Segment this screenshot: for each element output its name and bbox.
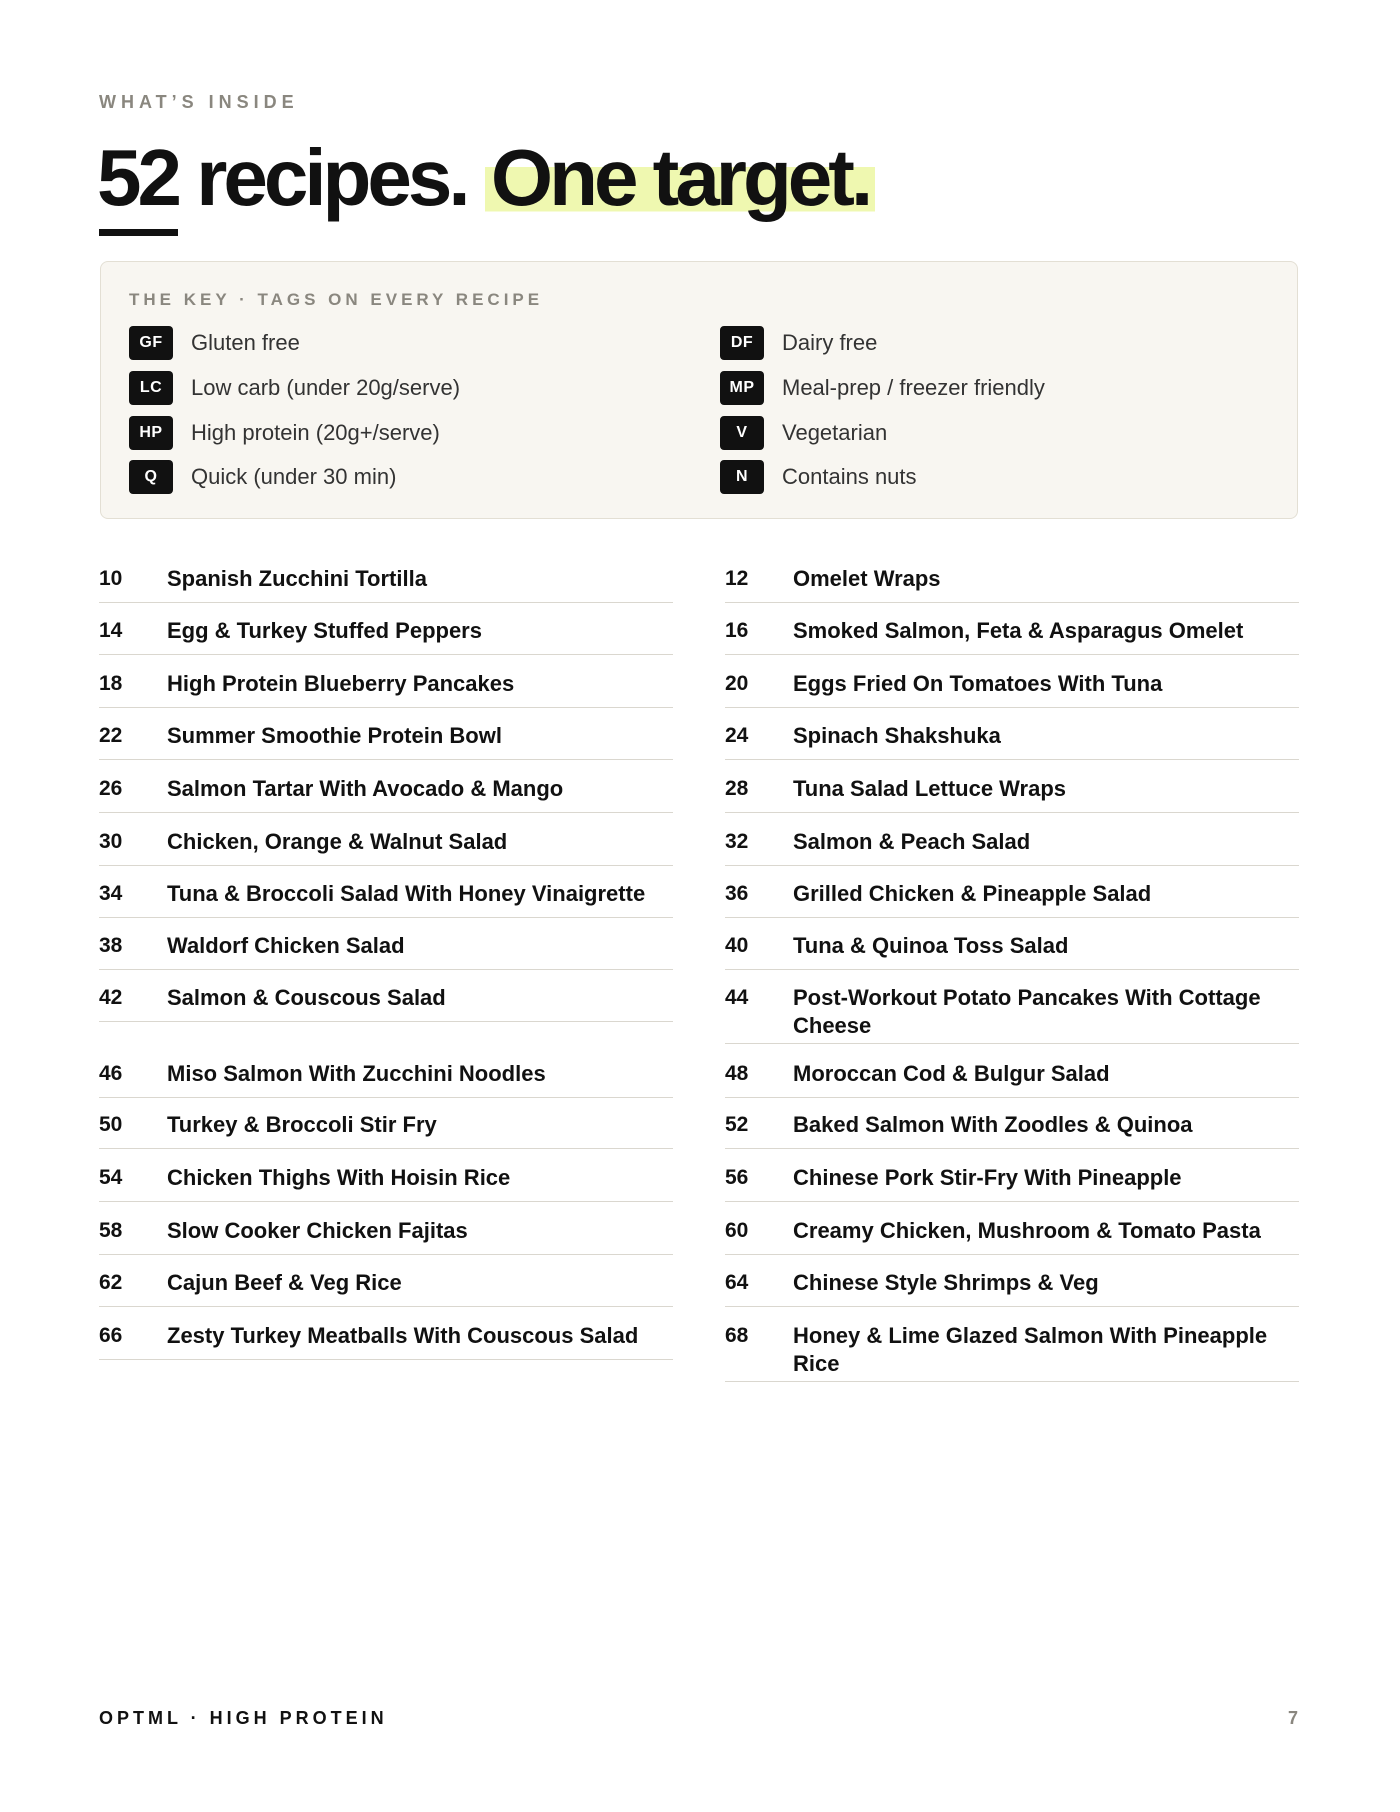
toc-recipe-title: Honey & Lime Glazed Salmon With Pineapple Rice — [793, 1323, 1268, 1376]
toc-row[interactable] — [725, 1269, 1299, 1307]
toc-page-number: 22 — [99, 724, 123, 747]
footer-brand: OPTML · HIGH PROTEIN — [99, 1708, 388, 1728]
key-item-gf — [129, 326, 300, 360]
toc-page-number: 28 — [725, 777, 749, 800]
toc-recipe-title: Egg & Turkey Stuffed Peppers — [167, 618, 482, 643]
page-number: 7 — [1287, 1708, 1298, 1728]
headline-number: 52 — [97, 133, 178, 222]
toc-recipe-title: Miso Salmon With Zucchini Noodles — [167, 1061, 546, 1086]
tag-badge: Q — [129, 460, 173, 494]
toc-page-number: 34 — [99, 882, 123, 905]
toc-row[interactable] — [725, 617, 1299, 655]
key-item-n — [720, 460, 917, 494]
tag-label: Dairy free — [782, 330, 878, 355]
toc-row[interactable] — [99, 1111, 673, 1149]
toc-page-number: 26 — [99, 777, 123, 800]
tag-label: Low carb (under 20g/serve) — [191, 375, 461, 400]
toc-row[interactable] — [99, 722, 673, 760]
toc-recipe-title: Chicken, Orange & Walnut Salad — [167, 829, 508, 854]
toc-recipe-title: Eggs Fried On Tomatoes With Tuna — [793, 671, 1163, 696]
tag-label: Contains nuts — [782, 464, 917, 489]
tag-label: High protein (20g+/serve) — [191, 420, 440, 445]
key-item-df — [720, 326, 877, 360]
toc-recipe-title: Creamy Chicken, Mushroom & Tomato Pasta — [793, 1218, 1261, 1243]
toc-page-number: 20 — [725, 672, 749, 695]
headline-text: recipes. — [177, 133, 485, 222]
toc-row[interactable] — [99, 1164, 673, 1202]
toc-row[interactable] — [725, 1111, 1299, 1149]
toc-page-number: 36 — [725, 882, 749, 905]
page-title — [97, 128, 875, 228]
toc-page-number: 16 — [725, 619, 749, 642]
toc-recipe-title: Smoked Salmon, Feta & Asparagus Omelet — [793, 618, 1244, 643]
toc-page-number: 32 — [725, 830, 749, 853]
eyebrow: WHAT’S INSIDE — [99, 92, 299, 112]
toc-recipe-title: Post-Workout Potato Pancakes With Cottage Cheese — [793, 985, 1261, 1038]
toc-page-number: 64 — [725, 1271, 749, 1294]
toc-row[interactable] — [725, 1060, 1299, 1098]
toc-recipe-title: Spinach Shakshuka — [793, 723, 1001, 748]
toc-page-number: 30 — [99, 830, 123, 853]
toc-row[interactable] — [725, 1322, 1299, 1382]
tag-badge: MP — [720, 371, 764, 405]
toc-row[interactable] — [725, 880, 1299, 918]
key-item-v — [720, 416, 887, 450]
toc-row[interactable] — [99, 670, 673, 708]
key-item-mp — [720, 371, 1045, 405]
toc-recipe-title: Tuna Salad Lettuce Wraps — [793, 776, 1067, 801]
toc-row[interactable] — [725, 1217, 1299, 1255]
toc-row[interactable] — [725, 828, 1299, 866]
toc-recipe-title: Omelet Wraps — [793, 566, 941, 591]
tag-key-panel — [100, 261, 1298, 519]
toc-recipe-title: Salmon & Couscous Salad — [167, 985, 446, 1010]
toc-recipe-title: Waldorf Chicken Salad — [167, 933, 405, 958]
toc-page-number: 52 — [725, 1113, 749, 1136]
key-item-q — [129, 460, 396, 494]
toc-recipe-title: Cajun Beef & Veg Rice — [167, 1270, 402, 1295]
toc-row[interactable] — [99, 1060, 673, 1098]
tag-badge: V — [720, 416, 764, 450]
toc-recipe-title: Baked Salmon With Zoodles & Quinoa — [793, 1112, 1193, 1137]
toc-row[interactable] — [725, 565, 1299, 603]
key-title: THE KEY · TAGS ON EVERY RECIPE — [129, 290, 544, 309]
toc-recipe-title: Chinese Style Shrimps & Veg — [793, 1270, 1099, 1295]
toc-page-number: 54 — [99, 1166, 123, 1189]
toc-page-number: 66 — [99, 1324, 123, 1347]
toc-page-number: 46 — [99, 1062, 123, 1085]
toc-page-number: 68 — [725, 1324, 749, 1347]
toc-row[interactable] — [725, 932, 1299, 970]
toc-row[interactable] — [99, 828, 673, 866]
toc-row[interactable] — [99, 617, 673, 655]
toc-row[interactable] — [99, 1269, 673, 1307]
toc-recipe-title: Summer Smoothie Protein Bowl — [167, 723, 502, 748]
toc-page-number: 38 — [99, 934, 123, 957]
toc-recipe-title: Turkey & Broccoli Stir Fry — [167, 1112, 437, 1137]
toc-row[interactable] — [99, 880, 673, 918]
toc-page-number: 18 — [99, 672, 123, 695]
toc-recipe-title: Chicken Thighs With Hoisin Rice — [167, 1165, 511, 1190]
tag-label: Gluten free — [191, 330, 300, 355]
toc-row[interactable] — [725, 775, 1299, 813]
toc-recipe-title: Tuna & Quinoa Toss Salad — [793, 933, 1069, 958]
toc-recipe-title: Moroccan Cod & Bulgur Salad — [793, 1061, 1110, 1086]
toc-row[interactable] — [725, 1164, 1299, 1202]
toc-page-number: 60 — [725, 1219, 749, 1242]
tag-badge: LC — [129, 371, 173, 405]
key-item-lc — [129, 371, 460, 405]
tag-label: Meal-prep / freezer friendly — [782, 375, 1045, 400]
toc-row[interactable] — [99, 1217, 673, 1255]
tag-badge: GF — [129, 326, 173, 360]
toc-recipe-title: High Protein Blueberry Pancakes — [167, 671, 515, 696]
toc-recipe-title: Grilled Chicken & Pineapple Salad — [793, 881, 1152, 906]
toc-page-number: 58 — [99, 1219, 123, 1242]
tag-badge: HP — [129, 416, 173, 450]
headline-highlight: One target. — [485, 133, 875, 222]
toc-recipe-title: Zesty Turkey Meatballs With Couscous Salad — [167, 1323, 639, 1348]
toc-page-number: 48 — [725, 1062, 749, 1085]
toc-row[interactable] — [725, 984, 1299, 1044]
toc-row[interactable] — [725, 670, 1299, 708]
toc-row[interactable] — [725, 722, 1299, 760]
tag-label: Vegetarian — [782, 420, 888, 445]
toc-row[interactable] — [99, 1322, 673, 1360]
toc-recipe-title: Spanish Zucchini Tortilla — [167, 566, 427, 591]
toc-page-number: 62 — [99, 1271, 123, 1294]
toc-recipe-title: Salmon Tartar With Avocado & Mango — [167, 776, 564, 801]
toc-page-number: 40 — [725, 934, 749, 957]
toc-recipe-title: Chinese Pork Stir-Fry With Pineapple — [793, 1165, 1182, 1190]
toc-page-number: 42 — [99, 986, 123, 1009]
toc-page-number: 50 — [99, 1113, 123, 1136]
toc-row[interactable] — [99, 565, 673, 603]
toc-page-number: 44 — [725, 986, 749, 1009]
toc-recipe-title: Salmon & Peach Salad — [793, 829, 1031, 854]
toc-page-number: 10 — [99, 567, 123, 590]
toc-row[interactable] — [99, 775, 673, 813]
toc-row[interactable] — [99, 932, 673, 970]
toc-row[interactable] — [99, 984, 673, 1022]
toc-page-number: 14 — [99, 619, 123, 642]
toc-page-number: 24 — [725, 724, 749, 747]
toc-page-number: 12 — [725, 567, 749, 590]
toc-page-number: 56 — [725, 1166, 749, 1189]
key-item-hp — [129, 416, 440, 450]
tag-badge: N — [720, 460, 764, 494]
toc-recipe-title: Tuna & Broccoli Salad With Honey Vinaigrette — [167, 881, 646, 906]
tag-label: Quick (under 30 min) — [191, 464, 397, 489]
toc-recipe-title: Slow Cooker Chicken Fajitas — [167, 1218, 468, 1243]
tag-badge: DF — [720, 326, 764, 360]
